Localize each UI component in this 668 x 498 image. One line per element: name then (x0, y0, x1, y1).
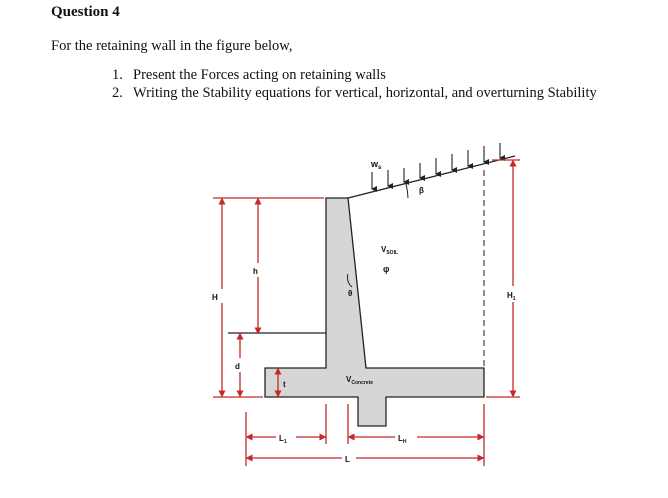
slope-angle-arc (406, 184, 408, 198)
dimension-total-height (213, 198, 324, 397)
question-item-number: 2. (112, 85, 123, 101)
stem-height-label: h (253, 267, 258, 276)
surcharge-label: $w_s$ (371, 159, 382, 171)
toe-length-label: $L_1$ (279, 434, 287, 445)
question-item-text: Present the Forces acting on retaining walls (133, 67, 386, 83)
surcharge-arrows (372, 143, 500, 189)
dimension-heel-height (486, 160, 520, 397)
friction-angle-label: φ (383, 264, 390, 274)
question-intro: For the retaining wall in the figure below, (51, 38, 293, 54)
question-item-number: 1. (112, 67, 123, 83)
soil-weight-label: $V_{SOIL}$ (381, 245, 399, 256)
base-thickness-label: t (283, 380, 286, 389)
toe-depth-label: d (235, 362, 240, 371)
heel-length-label: $L_H$ (398, 434, 407, 445)
question-item-text: Writing the Stability equations for vertical, horizontal, and overturning Stability (133, 85, 597, 101)
heel-height-label: $H_1$ (507, 291, 516, 302)
retaining-wall (265, 198, 484, 426)
slope-angle-label: β (419, 186, 424, 195)
wall-angle-label: θ (348, 289, 353, 298)
concrete-weight-label: $V_{Concrete}$ (346, 375, 374, 386)
question-heading: Question 4 (51, 4, 120, 20)
total-height-label: H (212, 293, 218, 302)
base-length-label: L (345, 455, 350, 464)
